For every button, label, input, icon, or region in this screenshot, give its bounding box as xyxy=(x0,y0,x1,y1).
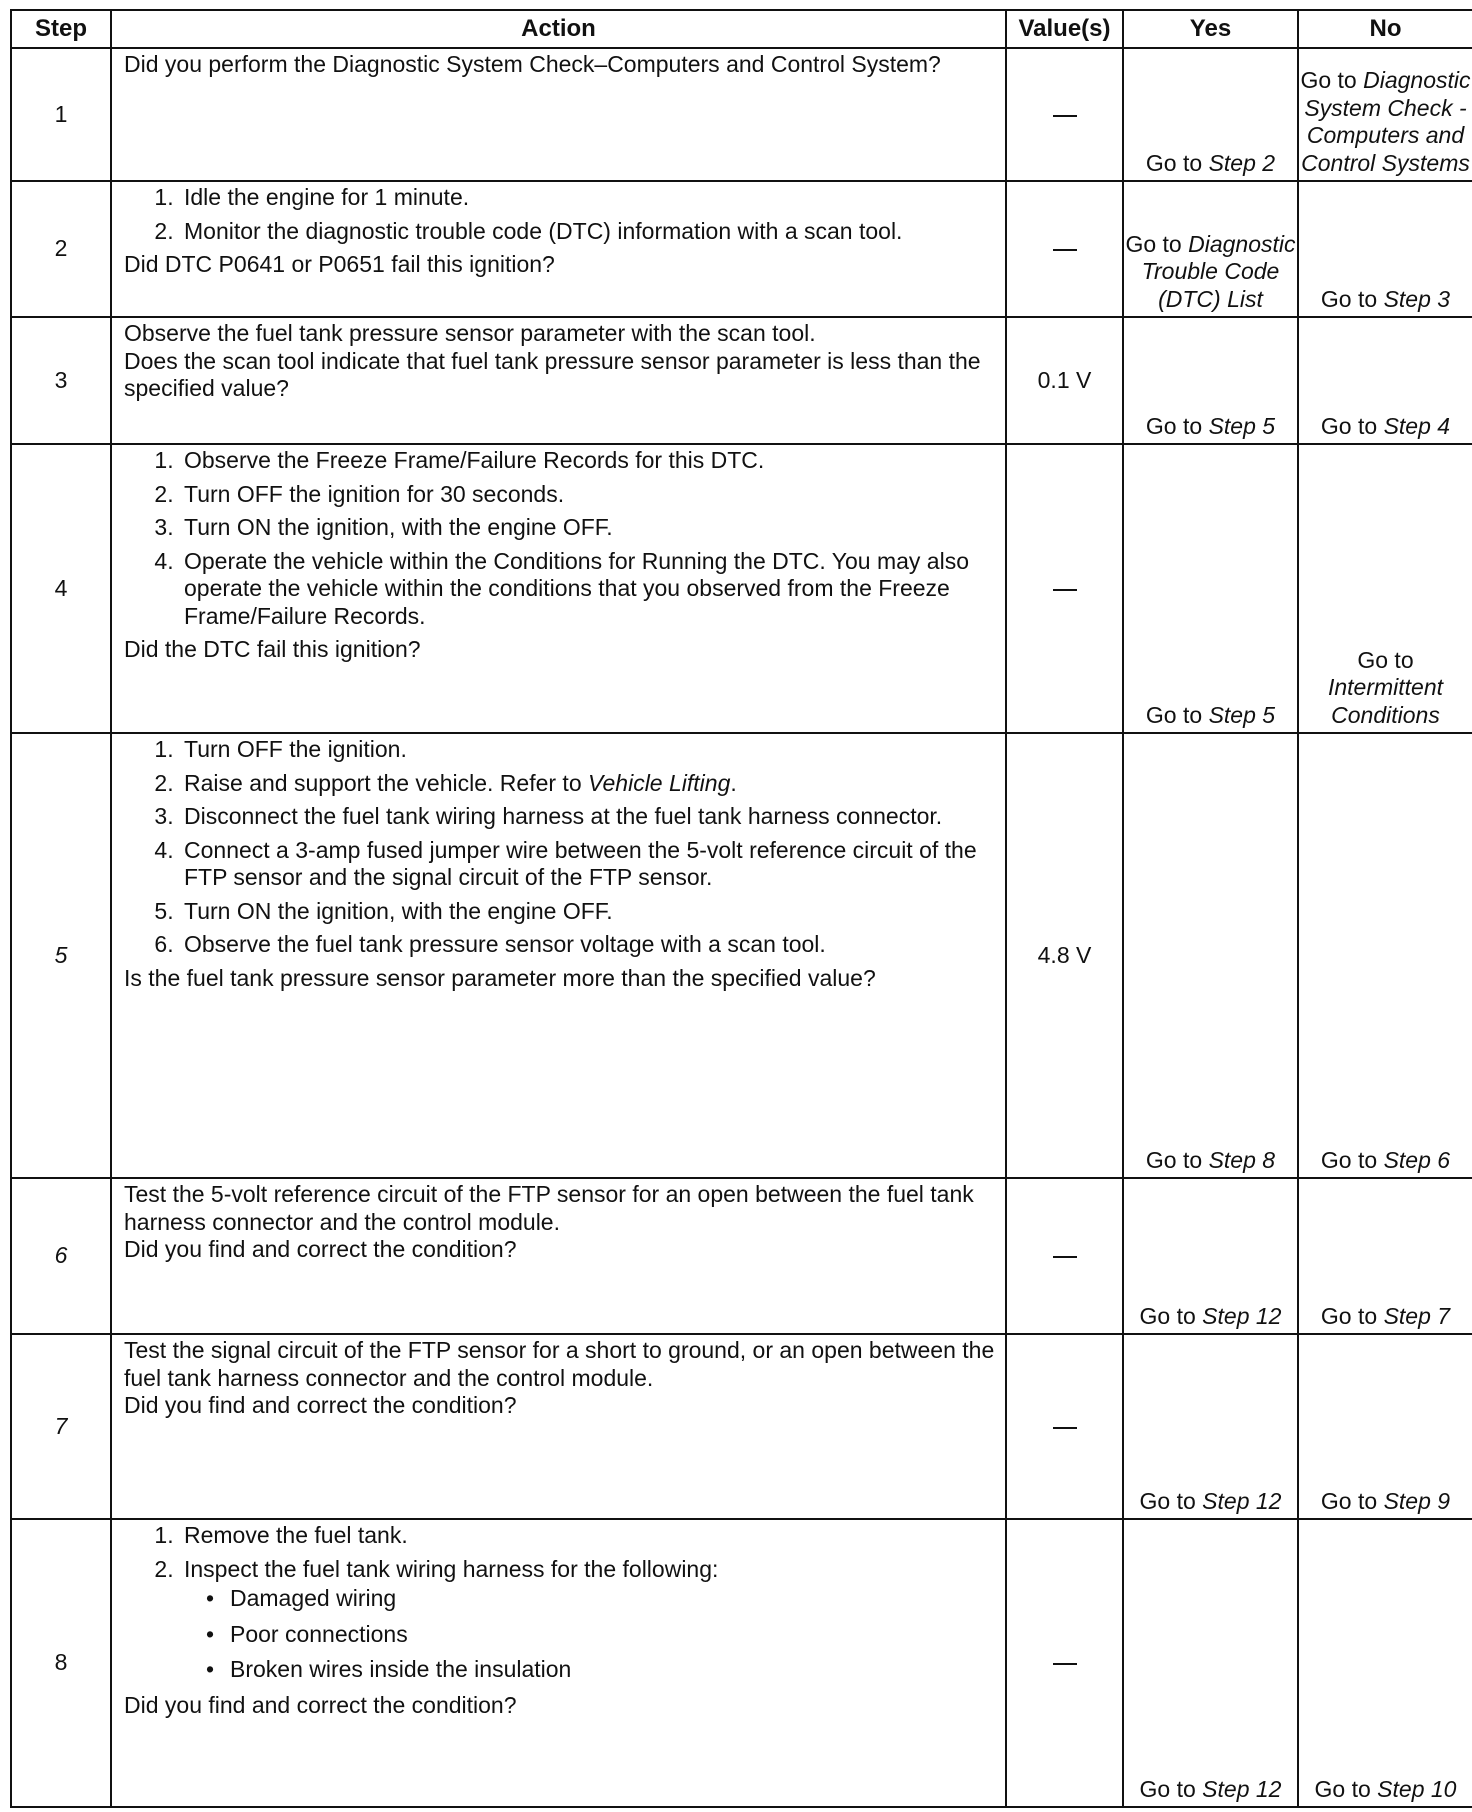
action-step: 4. Operate the vehicle within the Conditions for Running the DTC. You may also operate the vehicle within the conditions that you observed from the Freeze Frame/Failure Records. xyxy=(180,548,1005,631)
no-cell xyxy=(1298,1178,1472,1334)
inspection-bullets xyxy=(184,1585,1005,1684)
value-cell xyxy=(1006,1178,1123,1334)
action-cell xyxy=(111,444,1006,733)
header-yes: Yes xyxy=(1123,10,1298,48)
no-link[interactable]: Step 9 xyxy=(1383,1487,1451,1514)
dash-mark xyxy=(1053,1663,1077,1665)
table-row-step-4 xyxy=(11,444,1472,733)
yes-cell xyxy=(1123,1519,1298,1807)
table-row-step-5 xyxy=(11,733,1472,1178)
value-cell: 4.8 V xyxy=(1006,733,1123,1178)
action-text: Observe the fuel tank pressure sensor parameter with the scan tool. xyxy=(124,320,816,346)
goto-prefix: Go to xyxy=(1320,285,1384,312)
yes-cell xyxy=(1123,1334,1298,1519)
no-link[interactable]: Step 10 xyxy=(1377,1775,1457,1802)
header-values: Value(s) xyxy=(1006,10,1123,48)
step-number: 4 xyxy=(11,444,111,733)
dash-mark xyxy=(1053,1427,1077,1429)
diagnostic-table-sheet xyxy=(10,9,1471,1808)
value-cell xyxy=(1006,181,1123,317)
action-cell xyxy=(111,1334,1006,1519)
no-cell xyxy=(1298,48,1472,181)
goto-prefix: Go to xyxy=(1320,1487,1384,1514)
action-cell xyxy=(111,1519,1006,1807)
goto-prefix: Go to xyxy=(1314,1775,1378,1802)
action-step: 1. Observe the Freeze Frame/Failure Records for this DTC. xyxy=(180,447,1005,475)
header-action: Action xyxy=(111,10,1006,48)
action-step: 1. Idle the engine for 1 minute. xyxy=(180,184,1005,212)
action-steps xyxy=(124,1522,1005,1684)
yes-link[interactable]: Step 8 xyxy=(1208,1146,1276,1173)
action-question: Did you find and correct the condition? xyxy=(124,1392,517,1418)
value-cell xyxy=(1006,444,1123,733)
yes-cell xyxy=(1123,733,1298,1178)
bullet-item: • Poor connections xyxy=(226,1621,1005,1649)
bullet-item: • Broken wires inside the insulation xyxy=(226,1656,1005,1684)
no-link[interactable]: Diagnostic System Check - Computers and Control Systems xyxy=(1301,67,1471,176)
yes-cell xyxy=(1123,317,1298,444)
action-question: Does the scan tool indicate that fuel tank pressure sensor parameter is less than the specified value? xyxy=(124,347,981,401)
no-link[interactable]: Step 7 xyxy=(1383,1302,1451,1329)
goto-prefix: Go to xyxy=(1145,412,1209,439)
action-steps xyxy=(124,445,1005,636)
action-steps xyxy=(124,182,1005,251)
action-step: 3. Turn ON the ignition, with the engine OFF. xyxy=(180,514,1005,542)
goto-prefix: Go to xyxy=(1320,412,1384,439)
goto-prefix: Go to xyxy=(1300,67,1364,93)
dash-mark xyxy=(1053,249,1077,251)
vehicle-lifting-link[interactable]: Vehicle Lifting xyxy=(588,769,731,796)
action-cell xyxy=(111,48,1006,181)
yes-link[interactable]: Step 5 xyxy=(1208,412,1276,439)
dash-mark xyxy=(1053,1256,1077,1258)
goto-prefix: Go to xyxy=(1139,1775,1203,1802)
value-cell: 0.1 V xyxy=(1006,317,1123,444)
no-cell xyxy=(1298,444,1472,733)
no-cell xyxy=(1298,733,1472,1178)
no-cell xyxy=(1298,1334,1472,1519)
bullet-item: • Damaged wiring xyxy=(226,1585,1005,1613)
yes-link[interactable]: Step 12 xyxy=(1202,1487,1282,1514)
action-step: 2. Monitor the diagnostic trouble code (DTC) information with a scan tool. xyxy=(180,218,1005,246)
goto-prefix: Go to xyxy=(1139,1302,1203,1329)
goto-prefix: Go to xyxy=(1320,1302,1384,1329)
action-step-text: Inspect the fuel tank wiring harness for the following: xyxy=(184,1555,719,1582)
action-cell xyxy=(111,181,1006,317)
table-row-step-8 xyxy=(11,1519,1472,1807)
value-cell xyxy=(1006,48,1123,181)
diagnostic-table xyxy=(10,9,1472,1808)
step-number: 2 xyxy=(11,181,111,317)
action-cell xyxy=(111,1178,1006,1334)
action-text: Test the signal circuit of the FTP sensor for a short to ground, or an open between the fuel tank harness connector and the control module. xyxy=(124,1337,995,1391)
action-cell xyxy=(111,733,1006,1178)
yes-cell xyxy=(1123,444,1298,733)
header-row xyxy=(11,10,1472,48)
dash-mark xyxy=(1053,115,1077,117)
yes-cell xyxy=(1123,48,1298,181)
action-step: 6. Observe the fuel tank pressure sensor voltage with a scan tool. xyxy=(180,931,1005,959)
no-link[interactable]: Step 3 xyxy=(1383,285,1451,312)
yes-link[interactable]: Step 12 xyxy=(1202,1775,1282,1802)
goto-prefix: Go to xyxy=(1125,230,1189,257)
dash-mark xyxy=(1053,589,1077,591)
step-number: 6 xyxy=(11,1178,111,1334)
action-step xyxy=(180,1556,1005,1684)
action-step: 5. Turn ON the ignition, with the engine OFF. xyxy=(180,898,1005,926)
action-step xyxy=(180,770,1005,798)
value-cell xyxy=(1006,1519,1123,1807)
action-text: Did you perform the Diagnostic System Check–Computers and Control System? xyxy=(124,51,941,77)
action-cell xyxy=(111,317,1006,444)
action-question: Did you find and correct the condition? xyxy=(124,1236,517,1262)
action-question: Did the DTC fail this ignition? xyxy=(124,636,421,662)
table-row-step-1 xyxy=(11,48,1472,181)
goto-prefix: Go to xyxy=(1145,149,1209,176)
table-row-step-3 xyxy=(11,317,1472,444)
goto-prefix: Go to xyxy=(1145,701,1209,728)
step-number: 7 xyxy=(11,1334,111,1519)
action-step: 3. Disconnect the fuel tank wiring harness at the fuel tank harness connector. xyxy=(180,803,1005,831)
action-step-text: . xyxy=(730,769,737,796)
table-row-step-6 xyxy=(11,1178,1472,1334)
action-question: Did you find and correct the condition? xyxy=(124,1691,517,1718)
header-step: Step xyxy=(11,10,111,48)
step-number: 3 xyxy=(11,317,111,444)
no-link[interactable]: Intermittent Conditions xyxy=(1327,674,1444,728)
yes-cell xyxy=(1123,1178,1298,1334)
yes-cell xyxy=(1123,181,1298,317)
action-question: Did DTC P0641 or P0651 fail this ignition? xyxy=(124,251,555,277)
goto-prefix: Go to xyxy=(1139,1487,1203,1514)
yes-link[interactable]: Step 5 xyxy=(1208,701,1276,728)
action-step: 4. Connect a 3-amp fused jumper wire between the 5-volt reference circuit of the FTP sensor and the signal circuit of the FTP sensor. xyxy=(180,837,1005,892)
action-text: Test the 5-volt reference circuit of the FTP sensor for an open between the fuel tank harness connector and the control module. xyxy=(124,1181,974,1235)
action-block xyxy=(124,1520,1005,1692)
step-number: 8 xyxy=(11,1519,111,1807)
yes-link[interactable]: Step 2 xyxy=(1208,149,1276,176)
yes-link[interactable]: Diagnostic Trouble Code (DTC) List xyxy=(1141,230,1296,312)
no-link[interactable]: Step 4 xyxy=(1383,412,1451,439)
no-cell xyxy=(1298,1519,1472,1807)
no-link[interactable]: Step 6 xyxy=(1383,1146,1451,1173)
goto-prefix: Go to xyxy=(1320,1146,1384,1173)
table-row-step-7 xyxy=(11,1334,1472,1519)
action-step: 1. Remove the fuel tank. xyxy=(180,1522,1005,1550)
action-question: Is the fuel tank pressure sensor parameter more than the specified value? xyxy=(124,964,876,991)
action-step: 2. Turn OFF the ignition for 30 seconds. xyxy=(180,481,1005,509)
no-cell xyxy=(1298,317,1472,444)
step-number: 1 xyxy=(11,48,111,181)
table-row-step-2 xyxy=(11,181,1472,317)
goto-prefix: Go to xyxy=(1145,1146,1209,1173)
action-step-text: Raise and support the vehicle. Refer to xyxy=(184,769,589,796)
goto-prefix: Go to xyxy=(1357,646,1414,673)
value-cell xyxy=(1006,1334,1123,1519)
step-number: 5 xyxy=(11,733,111,1178)
header-no: No xyxy=(1298,10,1472,48)
no-cell xyxy=(1298,181,1472,317)
yes-link[interactable]: Step 12 xyxy=(1202,1302,1282,1329)
action-steps xyxy=(124,734,1005,965)
action-step: 1. Turn OFF the ignition. xyxy=(180,736,1005,764)
